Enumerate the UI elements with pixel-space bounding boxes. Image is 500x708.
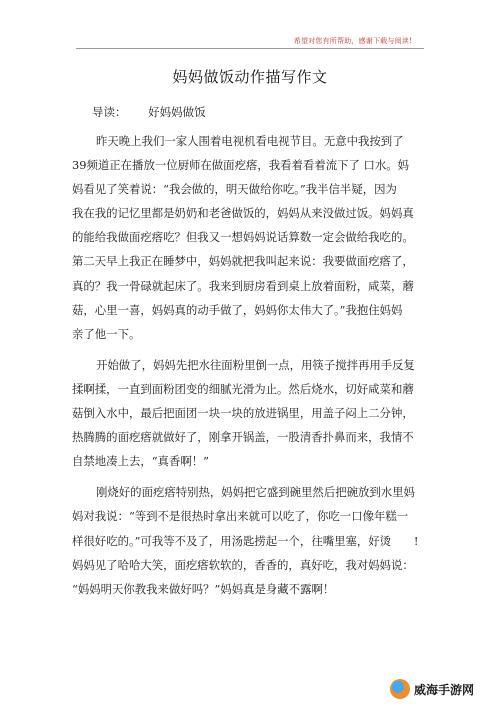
body-line: 真的？我一骨碌就起床了。我来到厨房看到桌上放着面粉，咸菜，蘑 bbox=[72, 278, 414, 293]
body-line: 样很好吃的。”可我等不及了，用汤匙捞起一个，往嘴里塞，好烫 ! bbox=[72, 533, 419, 548]
body-line: 39频道正在播放一位厨师在做面疙瘩，我看着看着流下了 口水。妈 bbox=[72, 158, 410, 173]
logo-icon bbox=[390, 679, 410, 699]
paragraph-gap bbox=[72, 346, 424, 353]
lead-line bbox=[92, 104, 206, 120]
body-line: 妈看见了笑着说：“我会做的，明天做给你吃。”我半信半疑，因为 bbox=[72, 182, 397, 197]
body-line: 昨天晚上我们一家人围着电视机看电视节目。无意中我按到了 bbox=[96, 134, 404, 148]
body-line: 亲了他一下。 bbox=[72, 326, 141, 341]
lead-text: 好妈妈做饭 bbox=[148, 105, 206, 119]
body-line: 揉啊揉，一直到面粉团变的细腻光滑为止。然后烧水，切好咸菜和蘑 bbox=[72, 381, 414, 396]
header-divider bbox=[76, 48, 424, 49]
body-line: “妈妈明天你教我来做好吗？”妈妈真是身藏不露啊！ bbox=[72, 581, 335, 596]
body-line: 第二天早上我正在睡梦中，妈妈就把我叫起来说：我要做面疙瘩了， bbox=[72, 254, 414, 269]
body-line: 刚烧好的面疙瘩特别热，妈妈把它盛到碗里然后把碗放到水里妈 bbox=[96, 485, 415, 500]
body-line: 的能给我做面疙瘩吃？但我又一想妈妈说话算数一定会做给我吃的。 bbox=[72, 230, 414, 245]
body-line: 妈对我说：“等到不是很热时拿出来就可以吃了，你吃一口像年糕一 bbox=[72, 509, 409, 524]
document-title: 妈妈做饭动作描写作文 bbox=[172, 68, 328, 86]
site-logo bbox=[390, 678, 490, 700]
lead-label: 导读： bbox=[92, 105, 127, 119]
body-line: 妈妈见了哈哈大笑，面疙瘩软软的，香香的，真好吃，我对妈妈说： bbox=[72, 557, 414, 572]
document-body bbox=[72, 129, 424, 601]
header-note: 希望对您有所帮助，感谢下载与阅读! bbox=[293, 37, 412, 45]
body-line: 我在我的记忆里都是奶奶和老爸做饭的，妈妈从来没做过饭。妈妈真 bbox=[72, 206, 414, 221]
paragraph-gap bbox=[72, 473, 424, 480]
logo-text: 威海手游网 bbox=[414, 682, 475, 697]
body-line: 热腾腾的面疙瘩就做好了，刚拿开锅盖，一股清香扑鼻而来，我情不 bbox=[72, 430, 414, 445]
body-line: 菇，心里一喜，妈妈真的动手做了，妈妈你太伟大了。”我抱住妈妈 bbox=[72, 302, 403, 317]
body-line: 自禁地凑上去，“真香啊！” bbox=[72, 454, 209, 469]
body-line: 菇倒入水中，最后把面团一块一块的放进锅里，用盖子闷上二分钟， bbox=[72, 406, 414, 421]
body-line: 开始做了，妈妈先把水往面粉里倒一点，用筷子搅拌再用手反复 bbox=[96, 357, 415, 372]
